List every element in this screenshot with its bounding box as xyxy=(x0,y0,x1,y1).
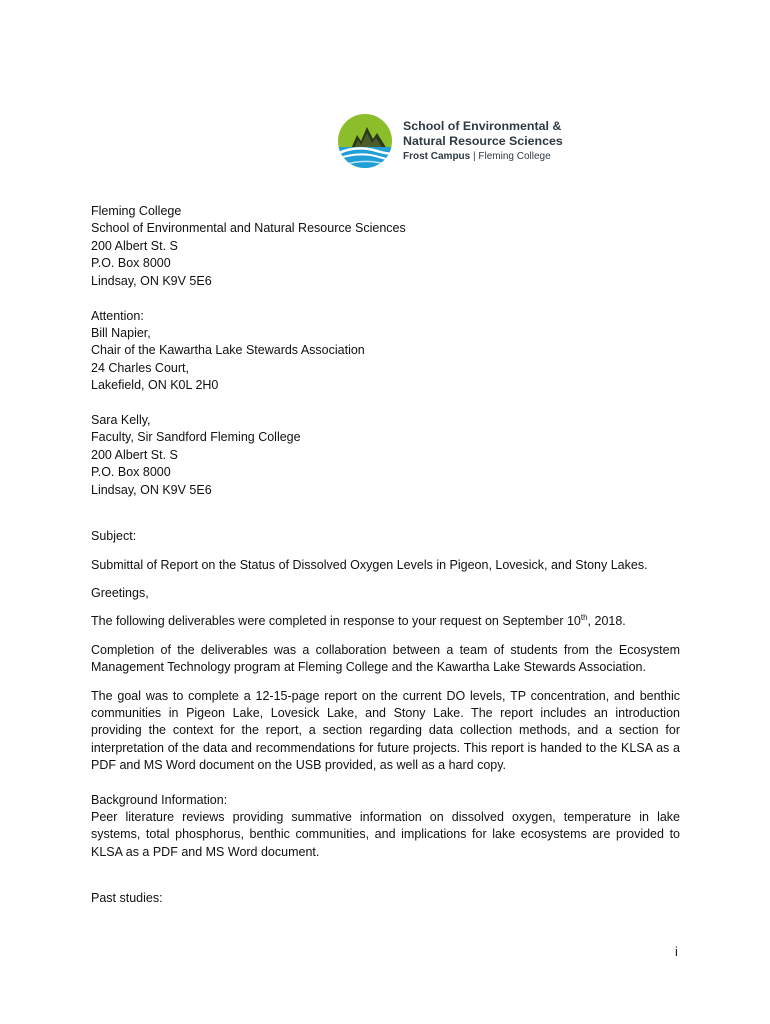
letter-body xyxy=(91,203,680,908)
deliverables-paragraph xyxy=(91,613,680,630)
recipient-line: P.O. Box 8000 xyxy=(91,465,171,480)
address-line: P.O. Box 8000 xyxy=(91,256,171,271)
greeting: Greetings, xyxy=(91,585,149,600)
address-line: Lindsay, ON K9V 5E6 xyxy=(91,273,212,288)
background-paragraph: Peer literature reviews providing summative information on dissolved oxygen, temperature in lake systems, total phosphorus, benthic communities, and implications for lake ecosystems are provided to KLSA as a PDF and MS Word document. xyxy=(91,809,680,859)
sender-address xyxy=(91,203,680,290)
recipient-1 xyxy=(91,308,680,395)
logo-line-2: Natural Resource Sciences xyxy=(403,133,563,148)
past-studies-heading: Past studies: xyxy=(91,891,163,906)
school-logo xyxy=(337,113,563,169)
collaboration-paragraph: Completion of the deliverables was a collaboration between a team of students from the Ecosystem Management Technology program at Fleming College and the Kawartha Lake Stewards Association. xyxy=(91,642,680,675)
attention-label: Attention: xyxy=(91,308,144,323)
logo-text xyxy=(403,119,563,164)
logo-college: Fleming College xyxy=(478,150,551,162)
address-line: School of Environmental and Natural Resource Sciences xyxy=(91,221,406,236)
logo-campus-line xyxy=(403,150,563,164)
recipient-line: Sara Kelly, xyxy=(91,413,151,428)
address-line: Fleming College xyxy=(91,204,182,218)
subject-label: Subject: xyxy=(91,529,137,544)
logo-campus: Frost Campus xyxy=(403,150,471,162)
recipient-line: Chair of the Kawartha Lake Stewards Association xyxy=(91,343,365,358)
recipient-line: Faculty, Sir Sandford Fleming College xyxy=(91,430,301,445)
date-superscript: th xyxy=(580,613,588,623)
deliverables-text: The following deliverables were completed in response to your request on September 10 xyxy=(91,614,581,629)
recipient-line: Lindsay, ON K9V 5E6 xyxy=(91,482,212,497)
recipient-line: 24 Charles Court, xyxy=(91,360,189,375)
recipient-line: Bill Napier, xyxy=(91,325,151,340)
deliverables-year: , 2018. xyxy=(587,614,626,629)
logo-line-1: School of Environmental & xyxy=(403,118,562,133)
subject-text: Submittal of Report on the Status of Dissolved Oxygen Levels in Pigeon, Lovesick, and Stony Lakes. xyxy=(91,557,648,572)
address-line: 200 Albert St. S xyxy=(91,238,178,253)
background-heading: Background Information: xyxy=(91,792,228,807)
goal-paragraph: The goal was to complete a 12-15-page report on the current DO levels, TP concentration, and benthic communities in Pigeon Lake, Lovesick Lake, and Stony Lake. The report includes an introduction providing the context for the report, a section regarding data collection methods, and a section for interpretation of the data and recommendations for future projects. This report is handed to the KLSA as a PDF and MS Word document on the USB provided, as well as a hard copy. xyxy=(91,688,680,773)
recipient-2 xyxy=(91,412,680,499)
landscape-emblem-icon xyxy=(337,113,393,169)
page-number: i xyxy=(675,945,678,959)
logo-separator: | xyxy=(470,150,479,162)
recipient-line: Lakefield, ON K0L 2H0 xyxy=(91,378,219,393)
recipient-line: 200 Albert St. S xyxy=(91,447,178,462)
